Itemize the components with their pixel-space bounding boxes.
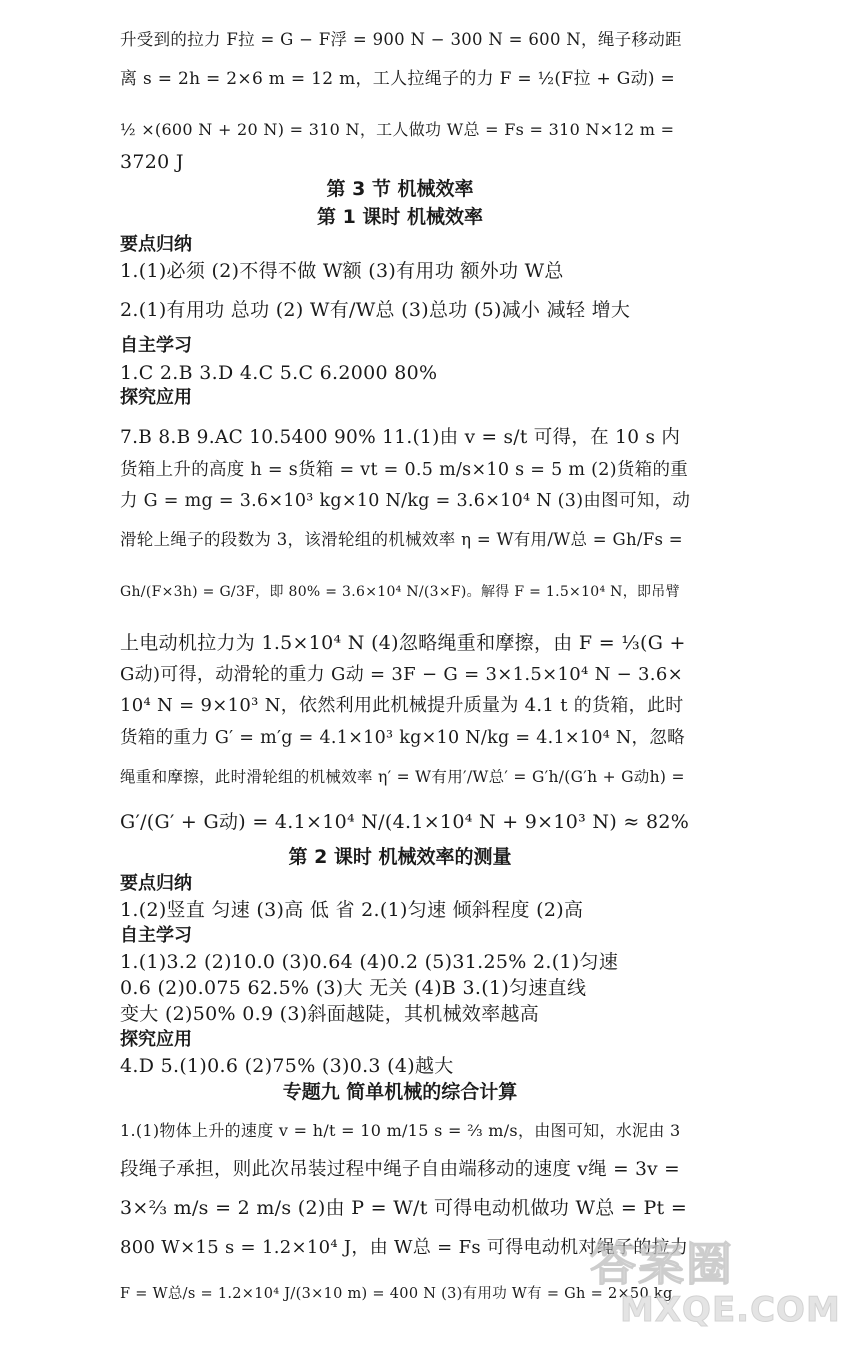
- watermark: [590, 1228, 841, 1340]
- lesson-title: 第 2 课时 机械效率的测量: [288, 846, 512, 868]
- text-line: 10⁴ N = 9×10³ N，依然利用此机械提升质量为 4.1 t 的货箱，此时: [120, 695, 684, 716]
- text-line: ½ ×(600 N + 20 N) = 310 N，工人做功 W总 = Fs = 310 N×12 m =: [120, 120, 675, 139]
- text-line: 货箱的重力 G′ = m′g = 4.1×10³ kg×10 N/kg = 4.1×10⁴ N，忽略: [120, 728, 685, 748]
- text-line: 7.B 8.B 9.AC 10.5400 90% 11.(1)由 v = s/t 可得，在 10 s 内: [120, 427, 681, 448]
- key-points-label: 要点归纳: [120, 234, 192, 255]
- text-line: 1.(1)必须 (2)不得不做 W额 (3)有用功 额外功 W总: [120, 260, 564, 282]
- text-line: 变大 (2)50% 0.9 (3)斜面越陡，其机械效率越高: [120, 1003, 540, 1025]
- lesson-title: 第 1 课时 机械效率: [316, 206, 484, 228]
- text-line: 0.6 (2)0.075 62.5% (3)大 无关 (4)B 3.(1)匀速直线: [120, 977, 587, 999]
- text-line: 1.(1)3.2 (2)10.0 (3)0.64 (4)0.2 (5)31.25% 2.(1)匀速: [120, 951, 619, 973]
- key-points-label: 要点归纳: [120, 873, 192, 894]
- text-line: 绳重和摩擦，此时滑轮组的机械效率 η′ = W有用′/W总′ = G′h/(G′h + G动h) =: [120, 768, 685, 786]
- text-line: F = W总/s = 1.2×10⁴ J/(3×10 m) = 400 N (3)有用功 W有 = Gh = 2×50 kg: [120, 1286, 673, 1302]
- text-line: 3720 J: [120, 151, 184, 173]
- self-study-label: 自主学习: [120, 925, 192, 946]
- text-line: 800 W×15 s = 1.2×10⁴ J，由 W总 = Fs 可得电动机对绳子的拉力: [120, 1237, 689, 1258]
- watermark-logo: 答案圈: [590, 1237, 734, 1291]
- explore-label: 探究应用: [120, 387, 192, 408]
- text-line: G′/(G′ + G动) = 4.1×10⁴ N/(4.1×10⁴ N + 9×10³ N) ≈ 82%: [120, 811, 690, 833]
- text-line: 4.D 5.(1)0.6 (2)75% (3)0.3 (4)越大: [120, 1055, 454, 1077]
- watermark-url: MXQE.COM: [620, 1290, 841, 1330]
- text-line: Gh/(F×3h) = G/3F，即 80% = 3.6×10⁴ N/(3×F)。解得 F = 1.5×10⁴ N，即吊臂: [120, 584, 680, 600]
- text-line: 1.C 2.B 3.D 4.C 5.C 6.2000 80%: [120, 362, 438, 384]
- text-line: 1.(2)竖直 匀速 (3)高 低 省 2.(1)匀速 倾斜程度 (2)高: [120, 899, 584, 921]
- explore-label: 探究应用: [120, 1029, 192, 1050]
- self-study-label: 自主学习: [120, 335, 192, 356]
- text-line: 2.(1)有用功 总功 (2) W有/W总 (3)总功 (5)减小 减轻 增大: [120, 299, 631, 321]
- topic-title: 专题九 简单机械的综合计算: [282, 1081, 518, 1103]
- text-line: 1.(1)物体上升的速度 v = h/t = 10 m/15 s = ⅔ m/s，由图可知，水泥由 3: [120, 1121, 681, 1140]
- section-title: 第 3 节 机械效率: [326, 178, 474, 200]
- text-line: 货箱上升的高度 h = s货箱 = vt = 0.5 m/s×10 s = 5 m (2)货箱的重: [120, 460, 689, 480]
- text-line: 3×⅔ m/s = 2 m/s (2)由 P = W/t 可得电动机做功 W总 = Pt =: [120, 1197, 688, 1219]
- text-line: 上电动机拉力为 1.5×10⁴ N (4)忽略绳重和摩擦，由 F = ⅓(G +: [120, 632, 686, 654]
- text-line: G动)可得，动滑轮的重力 G动 = 3F − G = 3×1.5×10⁴ N − 3.6×: [120, 664, 683, 685]
- text-line: 滑轮上绳子的段数为 3，该滑轮组的机械效率 η = W有用/W总 = Gh/Fs =: [120, 530, 683, 549]
- text-line: 升受到的拉力 F拉 = G − F浮 = 900 N − 300 N = 600 N，绳子移动距: [120, 30, 682, 49]
- text-line: 段绳子承担，则此次吊装过程中绳子自由端移动的速度 v绳 = 3v =: [120, 1159, 680, 1180]
- text-line: 离 s = 2h = 2×6 m = 12 m，工人拉绳子的力 F = ½(F拉 + G动) =: [120, 69, 676, 89]
- text-line: 力 G = mg = 3.6×10³ kg×10 N/kg = 3.6×10⁴ N (3)由图可知，动: [120, 491, 691, 511]
